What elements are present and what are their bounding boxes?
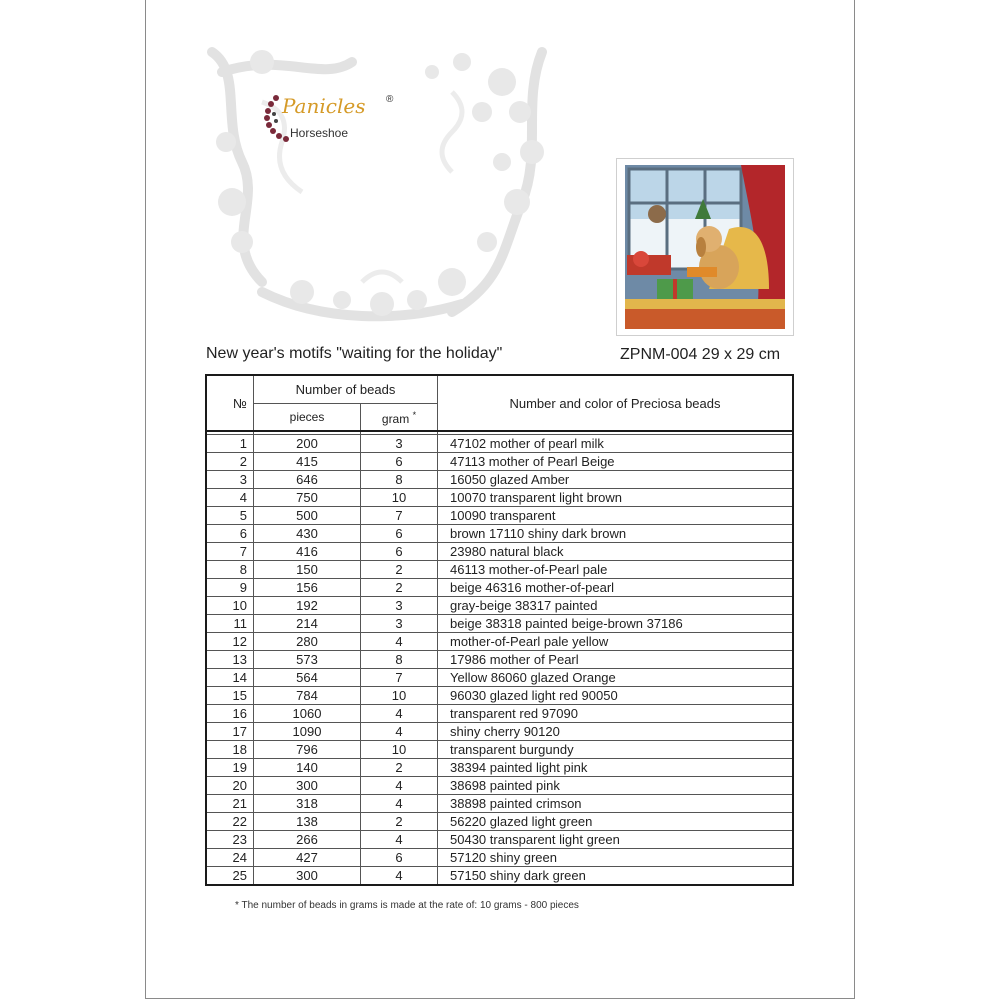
row-gram: 6 xyxy=(361,849,438,867)
row-gram: 8 xyxy=(361,471,438,489)
registered-mark: ® xyxy=(386,94,394,105)
table-row xyxy=(206,831,793,849)
column-gram-header xyxy=(361,404,438,431)
table-row xyxy=(206,813,793,831)
table-row xyxy=(206,633,793,651)
row-color: 50430 transparent light green xyxy=(438,831,794,849)
table-row xyxy=(206,795,793,813)
row-gram: 2 xyxy=(361,813,438,831)
row-color: 38898 painted crimson xyxy=(438,795,794,813)
row-gram: 4 xyxy=(361,795,438,813)
row-pieces: 192 xyxy=(254,597,361,615)
row-color: beige 46316 mother-of-pearl xyxy=(438,579,794,597)
row-pieces: 280 xyxy=(254,633,361,651)
kit-preview-image xyxy=(616,158,794,336)
gram-footnote-marker: * xyxy=(412,409,417,420)
row-pieces: 266 xyxy=(254,831,361,849)
row-color: shiny cherry 90120 xyxy=(438,723,794,741)
table-row xyxy=(206,507,793,525)
row-number: 12 xyxy=(206,633,254,651)
row-color: beige 38318 painted beige-brown 37186 xyxy=(438,615,794,633)
row-gram: 10 xyxy=(361,489,438,507)
row-number: 15 xyxy=(206,687,254,705)
row-pieces: 784 xyxy=(254,687,361,705)
row-gram: 4 xyxy=(361,633,438,651)
row-color: 38698 painted pink xyxy=(438,777,794,795)
row-number: 14 xyxy=(206,669,254,687)
row-number: 9 xyxy=(206,579,254,597)
row-pieces: 415 xyxy=(254,453,361,471)
column-color-header: Number and color of Preciosa beads xyxy=(438,375,794,431)
row-pieces: 573 xyxy=(254,651,361,669)
row-gram: 7 xyxy=(361,669,438,687)
table-row xyxy=(206,453,793,471)
row-pieces: 427 xyxy=(254,849,361,867)
row-number: 5 xyxy=(206,507,254,525)
row-number: 17 xyxy=(206,723,254,741)
row-number: 10 xyxy=(206,597,254,615)
row-pieces: 156 xyxy=(254,579,361,597)
puppy-window-picture xyxy=(617,159,793,335)
row-gram: 6 xyxy=(361,453,438,471)
row-number: 21 xyxy=(206,795,254,813)
row-pieces: 214 xyxy=(254,615,361,633)
row-pieces: 140 xyxy=(254,759,361,777)
row-pieces: 500 xyxy=(254,507,361,525)
row-color: brown 17110 shiny dark brown xyxy=(438,525,794,543)
table-row xyxy=(206,777,793,795)
row-color: 57150 shiny dark green xyxy=(438,867,794,886)
row-gram: 4 xyxy=(361,705,438,723)
row-color: transparent burgundy xyxy=(438,741,794,759)
row-number: 1 xyxy=(206,435,254,453)
row-color: 16050 glazed Amber xyxy=(438,471,794,489)
row-color: 23980 natural black xyxy=(438,543,794,561)
row-gram: 10 xyxy=(361,687,438,705)
row-color: 57120 shiny green xyxy=(438,849,794,867)
footnote: * The number of beads in grams is made at the rate of: 10 grams - 800 pieces xyxy=(235,900,579,911)
floral-ornament xyxy=(202,42,552,322)
row-number: 11 xyxy=(206,615,254,633)
table-row xyxy=(206,849,793,867)
row-color: 10070 transparent light brown xyxy=(438,489,794,507)
beads-table xyxy=(205,374,794,886)
row-number: 4 xyxy=(206,489,254,507)
pattern-title: New year's motifs "waiting for the holiday" xyxy=(206,345,503,362)
table-row xyxy=(206,759,793,777)
row-pieces: 318 xyxy=(254,795,361,813)
column-gram-label: gram xyxy=(381,411,410,426)
table-row xyxy=(206,597,793,615)
row-pieces: 200 xyxy=(254,435,361,453)
table-row xyxy=(206,435,793,453)
row-gram: 4 xyxy=(361,723,438,741)
row-gram: 3 xyxy=(361,435,438,453)
column-pieces-header: pieces xyxy=(254,404,361,431)
row-number: 6 xyxy=(206,525,254,543)
row-number: 18 xyxy=(206,741,254,759)
row-color: 47102 mother of pearl milk xyxy=(438,435,794,453)
row-color: 17986 mother of Pearl xyxy=(438,651,794,669)
pattern-code-size: ZPNM-004 29 x 29 cm xyxy=(620,346,781,363)
row-number: 23 xyxy=(206,831,254,849)
row-number: 25 xyxy=(206,867,254,886)
row-gram: 4 xyxy=(361,777,438,795)
row-gram: 6 xyxy=(361,543,438,561)
table-row xyxy=(206,669,793,687)
table-row xyxy=(206,651,793,669)
table-row xyxy=(206,867,793,886)
table-row xyxy=(206,525,793,543)
row-gram: 3 xyxy=(361,597,438,615)
table-row xyxy=(206,741,793,759)
table-row xyxy=(206,561,793,579)
brand-logo xyxy=(262,90,412,150)
row-color: transparent red 97090 xyxy=(438,705,794,723)
row-pieces: 1090 xyxy=(254,723,361,741)
column-number-header: № xyxy=(206,375,254,431)
row-number: 22 xyxy=(206,813,254,831)
row-gram: 4 xyxy=(361,831,438,849)
row-color: 96030 glazed light red 90050 xyxy=(438,687,794,705)
row-gram: 2 xyxy=(361,579,438,597)
row-pieces: 138 xyxy=(254,813,361,831)
row-pieces: 300 xyxy=(254,867,361,886)
row-gram: 6 xyxy=(361,525,438,543)
table-row xyxy=(206,579,793,597)
row-gram: 2 xyxy=(361,561,438,579)
row-color: 46113 mother-of-Pearl pale xyxy=(438,561,794,579)
row-number: 19 xyxy=(206,759,254,777)
row-gram: 4 xyxy=(361,867,438,886)
number-of-beads-header: Number of beads xyxy=(254,375,438,404)
brand-subtitle: Horseshoe xyxy=(290,126,349,140)
row-number: 3 xyxy=(206,471,254,489)
row-gram: 3 xyxy=(361,615,438,633)
row-pieces: 430 xyxy=(254,525,361,543)
table-row xyxy=(206,543,793,561)
row-pieces: 646 xyxy=(254,471,361,489)
table-row xyxy=(206,615,793,633)
row-pieces: 150 xyxy=(254,561,361,579)
row-pieces: 300 xyxy=(254,777,361,795)
row-gram: 2 xyxy=(361,759,438,777)
row-number: 13 xyxy=(206,651,254,669)
row-gram: 10 xyxy=(361,741,438,759)
table-row xyxy=(206,489,793,507)
row-pieces: 796 xyxy=(254,741,361,759)
table-row xyxy=(206,471,793,489)
row-number: 7 xyxy=(206,543,254,561)
row-pieces: 750 xyxy=(254,489,361,507)
table-row xyxy=(206,687,793,705)
row-color: 38394 painted light pink xyxy=(438,759,794,777)
row-pieces: 564 xyxy=(254,669,361,687)
row-color: Yellow 86060 glazed Orange xyxy=(438,669,794,687)
row-color: 56220 glazed light green xyxy=(438,813,794,831)
brand-name: Panicles xyxy=(282,94,366,118)
row-number: 16 xyxy=(206,705,254,723)
row-number: 2 xyxy=(206,453,254,471)
row-gram: 8 xyxy=(361,651,438,669)
table-row xyxy=(206,705,793,723)
row-color: mother-of-Pearl pale yellow xyxy=(438,633,794,651)
row-color: gray-beige 38317 painted xyxy=(438,597,794,615)
row-pieces: 416 xyxy=(254,543,361,561)
row-color: 10090 transparent xyxy=(438,507,794,525)
row-number: 20 xyxy=(206,777,254,795)
row-color: 47113 mother of Pearl Beige xyxy=(438,453,794,471)
row-number: 24 xyxy=(206,849,254,867)
row-number: 8 xyxy=(206,561,254,579)
row-gram: 7 xyxy=(361,507,438,525)
table-row xyxy=(206,723,793,741)
row-pieces: 1060 xyxy=(254,705,361,723)
